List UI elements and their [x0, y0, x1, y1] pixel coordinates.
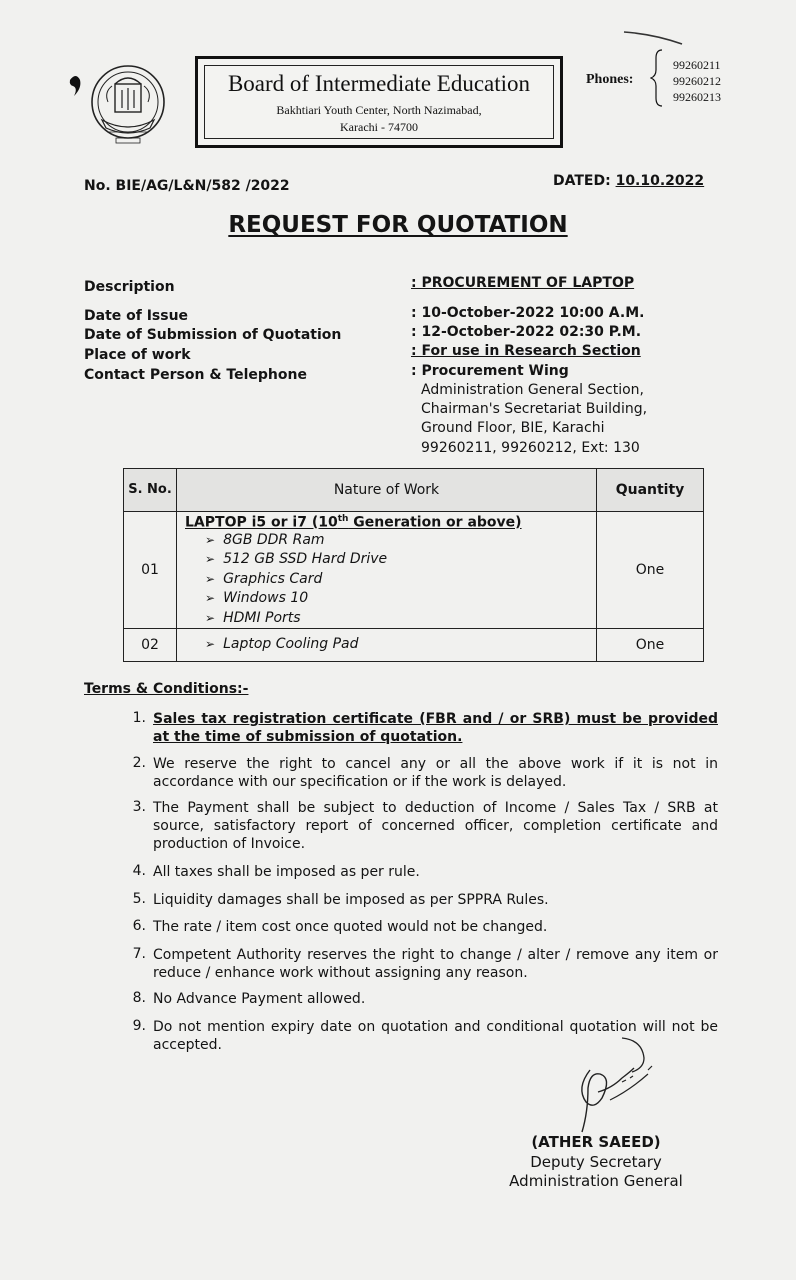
arrow-bullet-icon: ➢ [205, 571, 216, 586]
pen-mark [622, 22, 692, 48]
term-number: 7. [132, 946, 146, 962]
term-text: All taxes shall be imposed as per rule. [153, 864, 420, 880]
reference-number: No. BIE/AG/L&N/582 /2022 [84, 178, 290, 194]
list-item: ➢ Windows 10 [205, 590, 309, 607]
row-quantity: One [597, 629, 704, 662]
info-label-submission-date: Date of Submission of Quotation [84, 327, 342, 343]
info-value-date-of-issue: : 10-October-2022 10:00 A.M. [411, 305, 645, 321]
arrow-bullet-icon: ➢ [205, 610, 216, 625]
row-sno: 02 [124, 629, 177, 662]
phone-number: 99260213 [673, 90, 721, 104]
dated-label: DATED: [553, 173, 611, 189]
contact-address-line: Administration General Section, [421, 382, 644, 398]
term-text: Liquidity damages shall be imposed as per SPPRA Rules. [153, 892, 549, 908]
info-value-submission-date: : 12-October-2022 02:30 P.M. [411, 324, 642, 340]
info-value-contact-person: : Procurement Wing [411, 363, 569, 379]
term-number: 9. [132, 1018, 146, 1034]
terms-title: Terms & Conditions:- [84, 681, 249, 697]
letterhead-address-line2: Karachi - 74700 [340, 120, 418, 134]
term-text: Competent Authority reserves the right to change / alter / remove any item or reduce / enhance work without assigning any reason. [153, 947, 718, 981]
board-name: Board of Intermediate Education [227, 71, 531, 96]
term-number: 2. [132, 755, 146, 771]
phone-number: 99260212 [673, 74, 721, 88]
row-nature-of-work [177, 629, 597, 662]
dated-line [553, 173, 704, 189]
info-value-place-of-work: : For use in Research Section [411, 343, 641, 359]
list-item: ➢ Graphics Card [205, 570, 323, 587]
term-number: 3. [132, 799, 146, 815]
letterhead-box [195, 56, 563, 148]
arrow-bullet-icon: ➢ [205, 637, 216, 652]
board-seal-logo [68, 62, 172, 148]
contact-address-line: Ground Floor, BIE, Karachi [421, 420, 605, 436]
term-number: 6. [132, 918, 146, 934]
table-header-row [124, 469, 704, 512]
item-title: LAPTOP i5 or i7 (10th Generation or above) [185, 514, 522, 531]
signatory-department: Administration General [509, 1172, 683, 1190]
term-text: We reserve the right to cancel any or all the above work if it is not in accordance with our specification or if the work is delayed. [153, 756, 718, 790]
term-text: No Advance Payment allowed. [153, 991, 366, 1007]
arrow-bullet-icon: ➢ [205, 552, 216, 567]
letterhead-address-line1: Bakhtiari Youth Center, North Nazimabad, [276, 103, 482, 117]
dated-value: 10.10.2022 [615, 173, 705, 189]
term-text: The Payment shall be subject to deduction of Income / Sales Tax / SRB at source, satisfactory report of concerned officer, completion certificate and production of Invoice. [153, 800, 718, 852]
document-title: REQUEST FOR QUOTATION [228, 212, 568, 238]
list-item: ➢ HDMI Ports [205, 609, 301, 626]
arrow-bullet-icon: ➢ [205, 591, 216, 606]
arrow-bullet-icon: ➢ [205, 532, 216, 547]
signatory-name: (ATHER SAEED) [531, 1133, 661, 1151]
term-text: Do not mention expiry date on quotation and conditional quotation will not be accepted. [153, 1019, 718, 1053]
row-sno: 01 [124, 512, 177, 629]
info-label-contact-person: Contact Person & Telephone [84, 367, 307, 383]
term-number: 8. [132, 990, 146, 1006]
term-number: 5. [132, 891, 146, 907]
row-quantity: One [597, 512, 704, 629]
term-number: 1. [132, 710, 146, 726]
list-item: ➢ 8GB DDR Ram [205, 531, 325, 548]
term-number: 4. [132, 863, 146, 879]
list-item: ➢ 512 GB SSD Hard Drive [205, 551, 388, 568]
table-row [124, 512, 704, 629]
term-text: Sales tax registration certificate (FBR and / or SRB) must be provided at the time of submission of quotation. [153, 711, 718, 745]
list-item: ➢ Laptop Cooling Pad [205, 636, 359, 653]
header-quantity: Quantity [597, 469, 704, 512]
info-label-place-of-work: Place of work [84, 347, 191, 363]
brace-icon [650, 48, 664, 108]
header-nature-of-work: Nature of Work [177, 469, 597, 512]
table-row [124, 629, 704, 662]
signatory-designation: Deputy Secretary [530, 1153, 662, 1171]
phone-number: 99260211 [673, 58, 721, 72]
term-text: The rate / item cost once quoted would not be changed. [153, 919, 548, 935]
info-value-description: : PROCUREMENT OF LAPTOP [411, 275, 635, 291]
phones-label: Phones: [586, 72, 634, 87]
contact-address-line: Chairman's Secretariat Building, [421, 401, 648, 417]
handwritten-signature [560, 1030, 670, 1140]
header-sno: S. No. [124, 469, 177, 512]
row-nature-of-work [177, 512, 597, 629]
info-label-description: Description [84, 279, 175, 295]
info-label-date-of-issue: Date of Issue [84, 308, 189, 324]
contact-address-line: 99260211, 99260212, Ext: 130 [421, 440, 640, 456]
work-table [123, 468, 704, 662]
